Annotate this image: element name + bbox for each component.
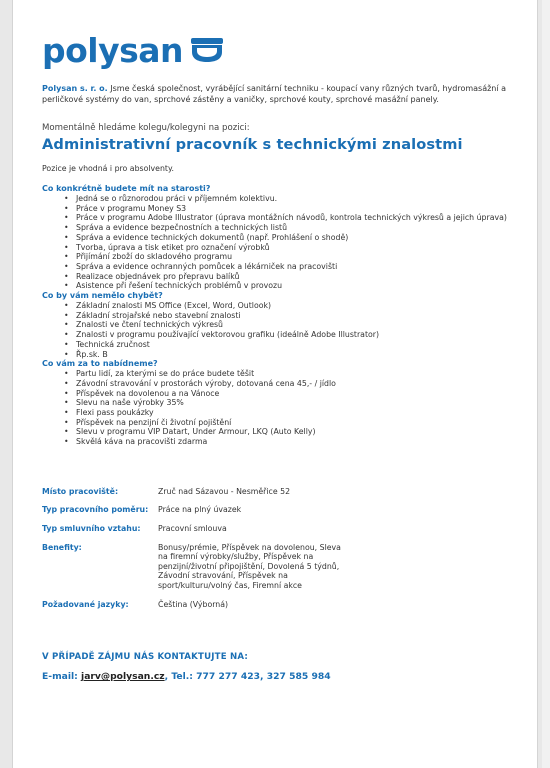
suitable-note: Pozice je vhodná i pro absolventy. bbox=[42, 164, 174, 173]
list-item: • Základní znalosti MS Office (Excel, Word, Outlook) bbox=[64, 301, 512, 311]
list-item: • Přijímání zboží do skladového programu bbox=[64, 252, 512, 262]
polysan-logo bbox=[42, 30, 512, 70]
contact-heading: V PŘÍPADĚ ZÁJMU NÁS KONTAKTUJTE NA: bbox=[42, 652, 249, 663]
logo-text: polysan bbox=[42, 30, 184, 70]
list-item: • Základní strojařské nebo stavební znalosti bbox=[64, 311, 512, 321]
list-item: • Správa a evidence technických dokumentů (např. Prohlášení o shodě) bbox=[64, 233, 512, 243]
job-title: Administrativní pracovník s technickými znalostmi bbox=[42, 136, 463, 153]
scrollbar[interactable] bbox=[542, 0, 550, 768]
list-item: • Znalosti ve čtení technických výkresů bbox=[64, 320, 512, 330]
info-value: Čeština (Výborná) bbox=[158, 599, 229, 609]
list-item: • Realizace objednávek pro přepravu balíků bbox=[64, 272, 512, 282]
section-heading-requirements: Co by vám nemělo chybět? bbox=[42, 291, 163, 301]
offer-list bbox=[42, 369, 512, 447]
info-value: Pracovní smlouva bbox=[158, 524, 227, 534]
phone-text: , Tel.: 777 277 423, 327 585 984 bbox=[164, 671, 331, 683]
section-heading-duties: Co konkrétně budete mít na starosti? bbox=[42, 184, 211, 193]
duties-list bbox=[42, 194, 512, 291]
list-item: • Partu lidí, za kterými se do práce budete těšit bbox=[64, 369, 512, 379]
list-item: • Asistence při řešení technických problémů v provozu bbox=[64, 281, 512, 291]
list-item: • Slevu v programu VIP Datart, Under Armour, LKQ (Auto Kelly) bbox=[64, 427, 512, 437]
company-name: Polysan s. r. o. bbox=[42, 84, 108, 93]
bathtub-icon bbox=[189, 36, 225, 64]
document-page bbox=[12, 0, 538, 768]
info-row-benefits bbox=[42, 543, 342, 600]
list-item: • Slevu na naše výrobky 35% bbox=[64, 398, 512, 408]
info-key: Požadované jazyky: bbox=[42, 599, 129, 609]
email-label: E-mail: bbox=[42, 671, 82, 683]
list-item: • Znalosti v programu používající vektorovou grafiku (ideálně Adobe Illustrator) bbox=[64, 330, 512, 340]
list-item: • Závodní stravování v prostorách výroby, dotovaná cena 45,- / jídlo bbox=[64, 379, 512, 389]
info-key: Typ smluvního vztahu: bbox=[42, 524, 141, 534]
list-item: • Řp.sk. B bbox=[64, 350, 512, 360]
info-value: Zruč nad Sázavou - Nesměřice 52 bbox=[158, 486, 291, 496]
list-item: • Jedná se o různorodou práci v příjemném kolektivu. bbox=[64, 194, 512, 204]
list-item: • Příspěvek na dovolenou a na Vánoce bbox=[64, 389, 512, 399]
list-item: • Příspěvek na penzijní či životní pojištění bbox=[64, 418, 512, 428]
info-key: Typ pracovního poměru: bbox=[42, 505, 149, 515]
list-item: • Skvělá káva na pracovišti zdarma bbox=[64, 437, 512, 447]
info-row-languages bbox=[42, 600, 342, 619]
list-item: • Správa a evidence ochranných pomůcek a lékárniček na pracovišti bbox=[64, 262, 512, 272]
contact-line bbox=[42, 671, 512, 682]
info-row-location bbox=[42, 487, 342, 506]
list-item: • Technická zručnost bbox=[64, 340, 512, 350]
job-info-table bbox=[42, 487, 342, 618]
company-intro bbox=[42, 84, 512, 105]
seeking-text: Momentálně hledáme kolegu/kolegyni na pozici: bbox=[42, 123, 250, 133]
info-value: Bonusy/prémie, Příspěvek na dovolenou, Sleva na firemní výrobky/služby, Příspěvek na penzijní/životní připojištění, Dovolená 5 týdnů, Závodní stravování, Příspěvek na sport/kulturu/volný čas, Firemní akce bbox=[158, 542, 341, 591]
info-row-employment-type bbox=[42, 505, 342, 524]
list-item: • Flexi pass poukázky bbox=[64, 408, 512, 418]
list-item: • Práce v programu Adobe Illustrator (úprava montážních návodů, kontrola technických výkresů a jejich úprava) bbox=[64, 213, 512, 223]
list-item: • Správa a evidence bezpečnostních a technických listů bbox=[64, 223, 512, 233]
job-ad bbox=[42, 30, 512, 682]
list-item: • Tvorba, úprava a tisk etiket pro označení výrobků bbox=[64, 243, 512, 253]
info-key: Benefity: bbox=[42, 542, 82, 552]
requirements-list bbox=[42, 301, 512, 359]
info-row-contract-type bbox=[42, 524, 342, 543]
info-value: Práce na plný úvazek bbox=[158, 505, 242, 515]
email-link[interactable]: jarv@polysan.cz bbox=[81, 671, 165, 683]
section-heading-offer: Co vám za to nabídneme? bbox=[42, 359, 158, 369]
info-key: Místo pracoviště: bbox=[42, 486, 119, 496]
list-item: • Práce v programu Money S3 bbox=[64, 204, 512, 214]
intro-text: Jsme česká společnost, vyrábějící sanitární techniku - koupací vany různých tvarů, hydromasážní a perličkové systémy do van, sprchové zástěny a vaničky, sprchové kouty, sprchové masážní panely. bbox=[42, 84, 507, 104]
